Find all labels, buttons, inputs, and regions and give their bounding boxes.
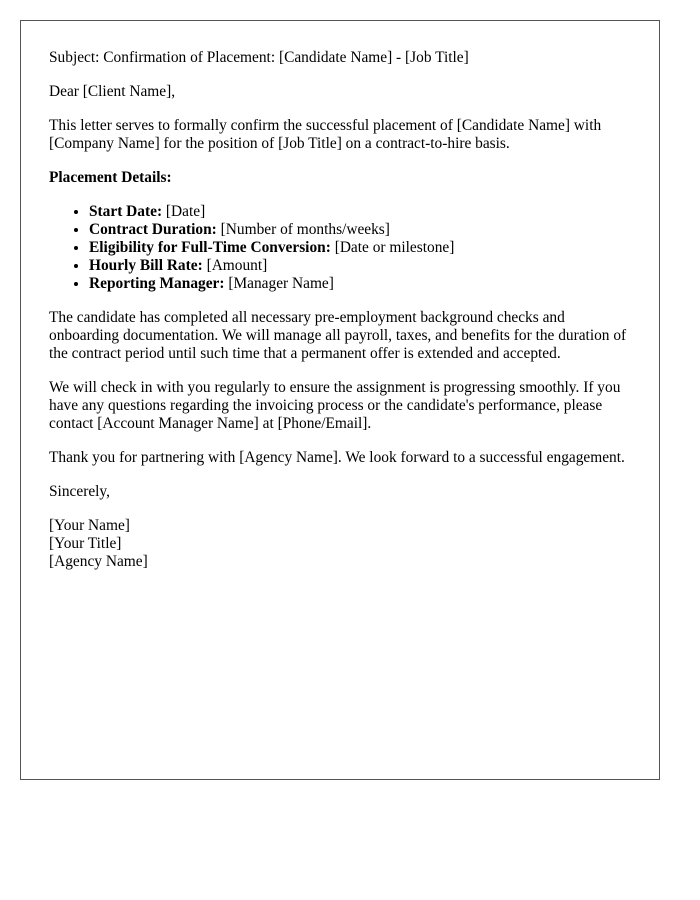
detail-label: Contract Duration: (89, 221, 217, 238)
detail-conversion-eligibility (89, 239, 631, 257)
placement-details-list (49, 203, 631, 293)
detail-value: [Manager Name] (224, 275, 334, 292)
detail-value: [Date or milestone] (330, 239, 455, 256)
signature-block (49, 517, 631, 571)
intro-paragraph: This letter serves to formally confirm the successful placement of [Candidate Name] with [Company Name] for the position of [Job Title] on a contract-to-hire basis. (49, 117, 602, 152)
thanks-paragraph: Thank you for partnering with [Agency Name]. We look forward to a successful engagement. (49, 449, 625, 466)
signature-agency: [Agency Name] (49, 553, 148, 570)
detail-contract-duration (89, 221, 631, 239)
signature-name: [Your Name] (49, 517, 130, 534)
subject-line: Subject: Confirmation of Placement: [Candidate Name] - [Job Title] (49, 49, 469, 66)
placement-details-heading: Placement Details: (49, 169, 172, 186)
checkin-paragraph: We will check in with you regularly to ensure the assignment is progressing smoothly. If you have any questions regarding the invoicing process or the candidate's performance, please contact [Account Manager Name] at [Phone/Email]. (49, 379, 621, 432)
closing: Sincerely, (49, 483, 110, 500)
detail-start-date (89, 203, 631, 221)
letter-page (20, 20, 660, 780)
detail-label: Hourly Bill Rate: (89, 257, 203, 274)
detail-value: [Number of months/weeks] (216, 221, 390, 238)
greeting: Dear [Client Name], (49, 83, 176, 100)
detail-value: [Amount] (202, 257, 268, 274)
detail-label: Start Date: (89, 203, 163, 220)
detail-label: Eligibility for Full-Time Conversion: (89, 239, 331, 256)
candidate-paragraph: The candidate has completed all necessary pre-employment background checks and onboarding documentation. We will manage all payroll, taxes, and benefits for the duration of the contract period until such time that a permanent offer is extended and accepted. (49, 309, 627, 362)
detail-reporting-manager (89, 275, 631, 293)
detail-value: [Date] (162, 203, 206, 220)
detail-label: Reporting Manager: (89, 275, 225, 292)
signature-title: [Your Title] (49, 535, 122, 552)
detail-hourly-bill-rate (89, 257, 631, 275)
